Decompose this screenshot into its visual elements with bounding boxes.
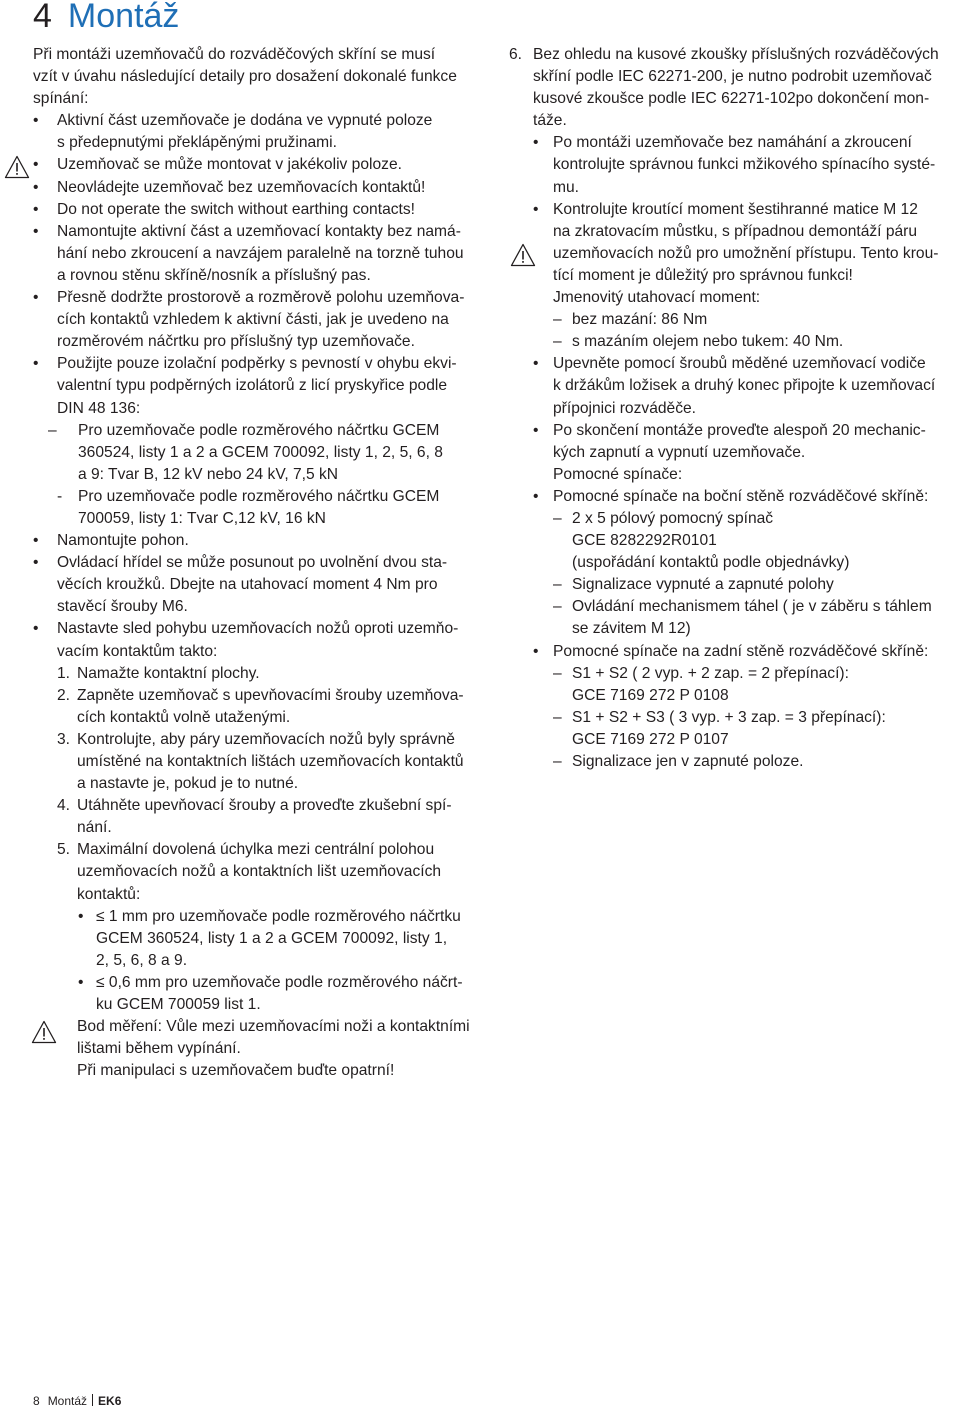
bullet-marker: •: [33, 156, 39, 174]
text-line: Aktivní část uzemňovače je dodána ve vypnuté poloze: [57, 112, 433, 130]
text-line: Pomocné spínače:: [553, 465, 683, 483]
dash-item: [509, 331, 960, 353]
text-line: 2 x 5 pólový pomocný spínač: [572, 509, 774, 527]
bullet-marker: •: [78, 973, 84, 991]
number-marker: 4.: [57, 797, 71, 815]
text-line: GCE 7169 272 P 0108: [572, 686, 729, 704]
bullet-marker: •: [533, 421, 539, 439]
footer-section: Montáž: [47, 1394, 88, 1408]
text-line: s mazáním olejem nebo tukem: 40 Nm.: [572, 333, 844, 351]
number-marker: 5.: [57, 841, 71, 859]
bullet-marker: •: [33, 554, 39, 572]
dash-marker: –: [553, 708, 562, 726]
text-line: Při manipulaci s uzemňovačem buďte opatrní!: [77, 1062, 395, 1080]
bullet-item: [533, 486, 960, 508]
dash-item: [509, 508, 960, 574]
text-line: Signalizace vypnuté a zapnuté polohy: [572, 576, 834, 594]
text-line: mu.: [553, 178, 579, 196]
text-line: Pomocné spínače na zadní stěně rozváděčové skříně:: [553, 642, 929, 660]
text-line: lištami během vypínání.: [77, 1040, 241, 1058]
section-number: 4: [33, 0, 52, 35]
text-line: Upevněte pomocí šroubů měděné uzemňovací vodiče: [553, 355, 926, 373]
bullet-marker: •: [33, 178, 39, 196]
text-line: tící moment je důležitý pro správnou funkci!: [553, 266, 853, 284]
footer-code: EK6: [98, 1394, 122, 1408]
text-line: cích kontaktů vzhledem k aktivní části, jak je uvedeno na: [57, 311, 449, 329]
number-marker: 2.: [57, 686, 71, 704]
sub-bullet-item: [78, 906, 488, 972]
text-line: na zkratovacím můstku, s případnou demontáží páru: [553, 222, 918, 240]
dash-item: [33, 486, 488, 530]
bullet-item: [33, 110, 488, 154]
warning-triangle-icon: [4, 155, 30, 179]
text-line: 360524, listy 1 a 2 a GCEM 700092, listy 1, 2, 5, 6, 8: [78, 443, 443, 461]
text-line: Namontujte pohon.: [57, 532, 189, 550]
text-line: nání.: [77, 819, 112, 837]
text-line: vzít v úvahu následující detaily pro dosažení dokonalé funkce: [33, 68, 457, 86]
text-line: Pro uzemňovače podle rozměrového náčrtku GCEM: [78, 421, 440, 439]
dash-item: [509, 574, 960, 596]
number-marker: 6.: [509, 46, 523, 63]
text-line: Pro uzemňovače podle rozměrového náčrtku GCEM: [78, 487, 440, 505]
text-line: ≤ 0,6 mm pro uzemňovače podle rozměrového náčrt-: [96, 973, 463, 991]
bullet-item: [533, 132, 960, 198]
warning-note: [33, 1016, 488, 1082]
text-line: rozměrovém náčrtku pro příslušný typ uzemňovače.: [57, 333, 415, 351]
text-line: GCE 7169 272 P 0107: [572, 730, 729, 748]
footer-divider: [92, 1394, 93, 1406]
dash-item: [509, 663, 960, 707]
text-line: Bez ohledu na kusové zkoušky příslušných rozváděčových: [533, 46, 939, 63]
text-line: GCEM 360524, listy 1 a 2 a GCEM 700092, listy 1,: [96, 929, 448, 947]
dash-marker: –: [48, 421, 57, 439]
page-footer: [33, 1393, 121, 1409]
bullet-item: [33, 353, 488, 419]
dash-item: [509, 596, 960, 640]
text-line: Nastavte sled pohybu uzemňovacích nožů oproti uzemňo-: [57, 620, 459, 638]
text-line: 2, 5, 6, 8 a 9.: [96, 951, 188, 969]
dash-marker: –: [553, 664, 562, 682]
text-line: kontaktů:: [77, 885, 141, 903]
dash-marker: –: [553, 333, 562, 351]
text-line: Kontrolujte kroutící moment šestihranné matice M 12: [553, 200, 918, 218]
text-line: Namažte kontaktní plochy.: [77, 664, 260, 682]
bullet-marker: •: [33, 112, 39, 130]
text-line: táže.: [533, 112, 567, 130]
text-line: Použijte pouze izolační podpěrky s pevností v ohybu ekvi-: [57, 355, 457, 373]
text-line: Po skončení montáže proveďte alespoň 20 mechanic-: [553, 421, 926, 439]
text-line: GCE 8282292R0101: [572, 532, 717, 550]
text-line: Do not operate the switch without earthing contacts!: [57, 200, 415, 218]
text-line: Pomocné spínače na boční stěně rozváděčové skříně:: [553, 487, 929, 505]
left-column: [33, 44, 488, 1082]
dash-item: [509, 751, 960, 773]
page-title: [33, 0, 179, 38]
bullet-marker: •: [533, 355, 539, 373]
numbered-item: [33, 729, 488, 795]
bullet-marker: •: [33, 532, 39, 550]
bullet-item: [33, 552, 488, 618]
text-line: Bod měření: Vůle mezi uzemňovacími noži a kontaktními: [77, 1018, 470, 1036]
text-line: kých zapnutí a vypnutí uzemňovače.: [553, 443, 806, 461]
text-line: Uzemňovač se může montovat v jakékoliv poloze.: [57, 156, 402, 174]
text-line: valentní typu podpěrných izolátorů z licí pryskyřice podle: [57, 377, 448, 395]
bullet-item: [33, 221, 488, 287]
dash-item: [509, 309, 960, 331]
text-line: Ovládání mechanismem táhel ( je v záběru s táhlem: [572, 598, 932, 616]
bullet-item: [33, 199, 488, 221]
numbered-item: [33, 839, 488, 905]
dash-item: [33, 420, 488, 486]
bullet-marker: •: [533, 642, 539, 660]
text-line: Namontujte aktivní část a uzemňovací kontakty bez namá-: [57, 222, 461, 240]
text-line: vacím kontaktům takto:: [57, 642, 218, 660]
bullet-item: [33, 618, 488, 662]
number-marker: 1.: [57, 664, 71, 682]
text-line: Signalizace jen v zapnuté poloze.: [572, 753, 804, 770]
bullet-marker: •: [533, 200, 539, 218]
dash-marker: -: [57, 487, 63, 505]
bullet-item: [533, 353, 960, 419]
text-line: s předepnutými překlápěnými pružinami.: [57, 134, 337, 152]
dash-marker: –: [553, 576, 562, 594]
text-line: umístěné na kontaktních lištách uzemňovacích kontaktů: [77, 753, 464, 770]
text-line: S1 + S2 + S3 ( 3 vyp. + 3 zap. = 3 přepínací):: [572, 708, 886, 726]
dash-item: [509, 707, 960, 751]
sub-bullet-item: [78, 972, 488, 1016]
bullet-item: [533, 420, 960, 486]
text-line: kusové zkoušce podle IEC 62271-102po dokončení mon-: [533, 90, 930, 108]
text-line: ≤ 1 mm pro uzemňovače podle rozměrového náčrtku: [96, 907, 461, 925]
bullet-marker: •: [78, 907, 84, 925]
text-line: a 9: Tvar B, 12 kV nebo 24 kV, 7,5 kN: [78, 465, 339, 483]
bullet-item: [533, 641, 960, 663]
text-line: stavěcí šrouby M6.: [57, 598, 188, 616]
text-line: spínání:: [33, 90, 89, 108]
text-line: a nastavte je, pokud je to nutné.: [77, 775, 299, 793]
text-line: se závitem M 12): [572, 620, 691, 638]
text-line: k držákům ložisek a druhý konec připojte k uzemňovací: [553, 377, 936, 395]
text-line: bez mazání: 86 Nm: [572, 311, 708, 329]
numbered-item: [33, 663, 488, 685]
numbered-item: [33, 795, 488, 839]
numbered-item: [33, 685, 488, 729]
bullet-item: [33, 287, 488, 353]
text-line: uzemňovacích nožů pro umožnění přístupu. Tento krou-: [553, 244, 939, 262]
text-line: S1 + S2 ( 2 vyp. + 2 zap. = 2 přepínací):: [572, 664, 849, 682]
text-line: Maximální dovolená úchylka mezi centrální polohou: [77, 841, 435, 859]
text-line: Utáhněte upevňovací šrouby a proveďte zkušební spí-: [77, 797, 452, 815]
text-line: Kontrolujte, aby páry uzemňovacích nožů byly správně: [77, 730, 455, 748]
text-line: Zapněte uzemňovač s upevňovacími šrouby uzemňova-: [77, 686, 464, 704]
text-line: Jmenovitý utahovací moment:: [553, 289, 761, 307]
bullet-marker: •: [33, 355, 39, 373]
text-line: přípojnici rozváděče.: [553, 399, 697, 417]
bullet-marker: •: [33, 200, 39, 218]
text-line: Ovládací hřídel se může posunout po uvolnění dvou sta-: [57, 554, 448, 572]
bullet-marker: •: [33, 620, 39, 638]
text-line: cích kontaktů volně utaženými.: [77, 708, 291, 726]
dash-marker: –: [553, 598, 562, 616]
text-line: 700059, listy 1: Tvar C,12 kV, 16 kN: [78, 509, 326, 527]
text-line: věcích kroužků. Dbejte na utahovací moment 4 Nm pro: [57, 576, 438, 594]
intro-paragraph: [33, 44, 488, 110]
text-line: (uspořádání kontaktů podle objednávky): [572, 554, 850, 572]
page-number: 8: [33, 1394, 40, 1408]
text-line: skříní podle IEC 62271-200, je nutno podrobit uzemňovač: [533, 68, 932, 86]
bullet-marker: •: [33, 289, 39, 307]
numbered-item: [509, 44, 960, 132]
bullet-item: [33, 530, 488, 552]
bullet-marker: •: [33, 222, 39, 240]
text-line: Přesně dodržte prostorově a rozměrově polohu uzemňova-: [57, 289, 465, 307]
bullet-item: [33, 177, 488, 199]
text-line: kontrolujte správnou funkci mžikového spínacího systé-: [553, 156, 936, 174]
text-line: DIN 48 136:: [57, 399, 141, 417]
bullet-item: [33, 154, 488, 176]
text-line: uzemňovacích nožů a kontaktních lišt uzemňovacích: [77, 863, 442, 881]
number-marker: 3.: [57, 730, 71, 748]
text-line: Neovládejte uzemňovač bez uzemňovacích kontaktů!: [57, 178, 426, 196]
bullet-marker: •: [533, 487, 539, 505]
text-line: hání nebo zkroucení a navzájem paralelně na torzně tuhou: [57, 244, 464, 262]
text-line: ku GCEM 700059 list 1.: [96, 996, 261, 1014]
text-line: Při montáži uzemňovačů do rozváděčových skříní se musí: [33, 46, 436, 63]
dash-marker: –: [553, 311, 562, 329]
dash-marker: –: [553, 753, 562, 770]
bullet-marker: •: [533, 134, 539, 152]
text-line: a rovnou stěnu skříně/nosník a příslušný pas.: [57, 266, 371, 284]
text-line: Po montáži uzemňovače bez namáhání a zkroucení: [553, 134, 912, 152]
section-title: Montáž: [67, 0, 180, 35]
right-column: [509, 44, 960, 773]
dash-marker: –: [553, 509, 562, 527]
bullet-item: [533, 199, 960, 309]
